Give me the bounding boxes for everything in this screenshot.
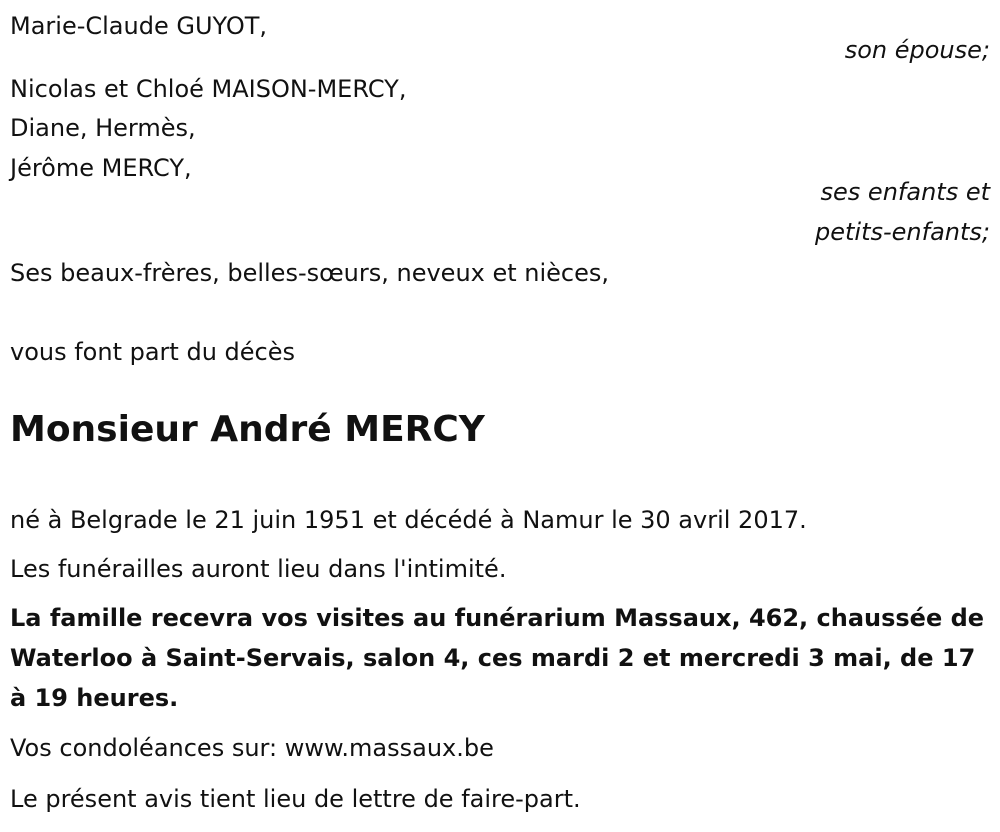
birth-death-line: né à Belgrade le 21 juin 1951 et décédé à Namur le 30 avril 2017.	[10, 506, 807, 534]
child-line-1: Nicolas et Chloé MAISON-MERCY,	[10, 75, 407, 103]
deceased-name: Monsieur André MERCY	[10, 409, 485, 450]
condolences-line: Vos condoléances sur: www.massaux.be	[10, 734, 494, 762]
funeral-line: Les funérailles auront lieu dans l'intimité.	[10, 555, 507, 583]
announcement: vous font part du décès	[10, 338, 295, 366]
wife-name: Marie-Claude GUYOT,	[10, 12, 268, 40]
children-role-line-2: petits-enfants;	[815, 218, 990, 246]
children-role-line-1: ses enfants et	[820, 178, 990, 206]
child-line-3: Jérôme MERCY,	[10, 154, 192, 182]
notice-line: Le présent avis tient lieu de lettre de faire-part.	[10, 785, 581, 813]
visits-paragraph: La famille recevra vos visites au funérarium Massaux, 462, chaussée de Waterloo à Saint-Servais, salon 4, ces mardi 2 et mercredi 3 mai, de 17 à 19 heures.	[10, 604, 985, 712]
extended-family: Ses beaux-frères, belles-sœurs, neveux et nièces,	[10, 259, 610, 287]
child-line-2: Diane, Hermès,	[10, 114, 196, 142]
wife-role: son épouse;	[844, 36, 990, 64]
